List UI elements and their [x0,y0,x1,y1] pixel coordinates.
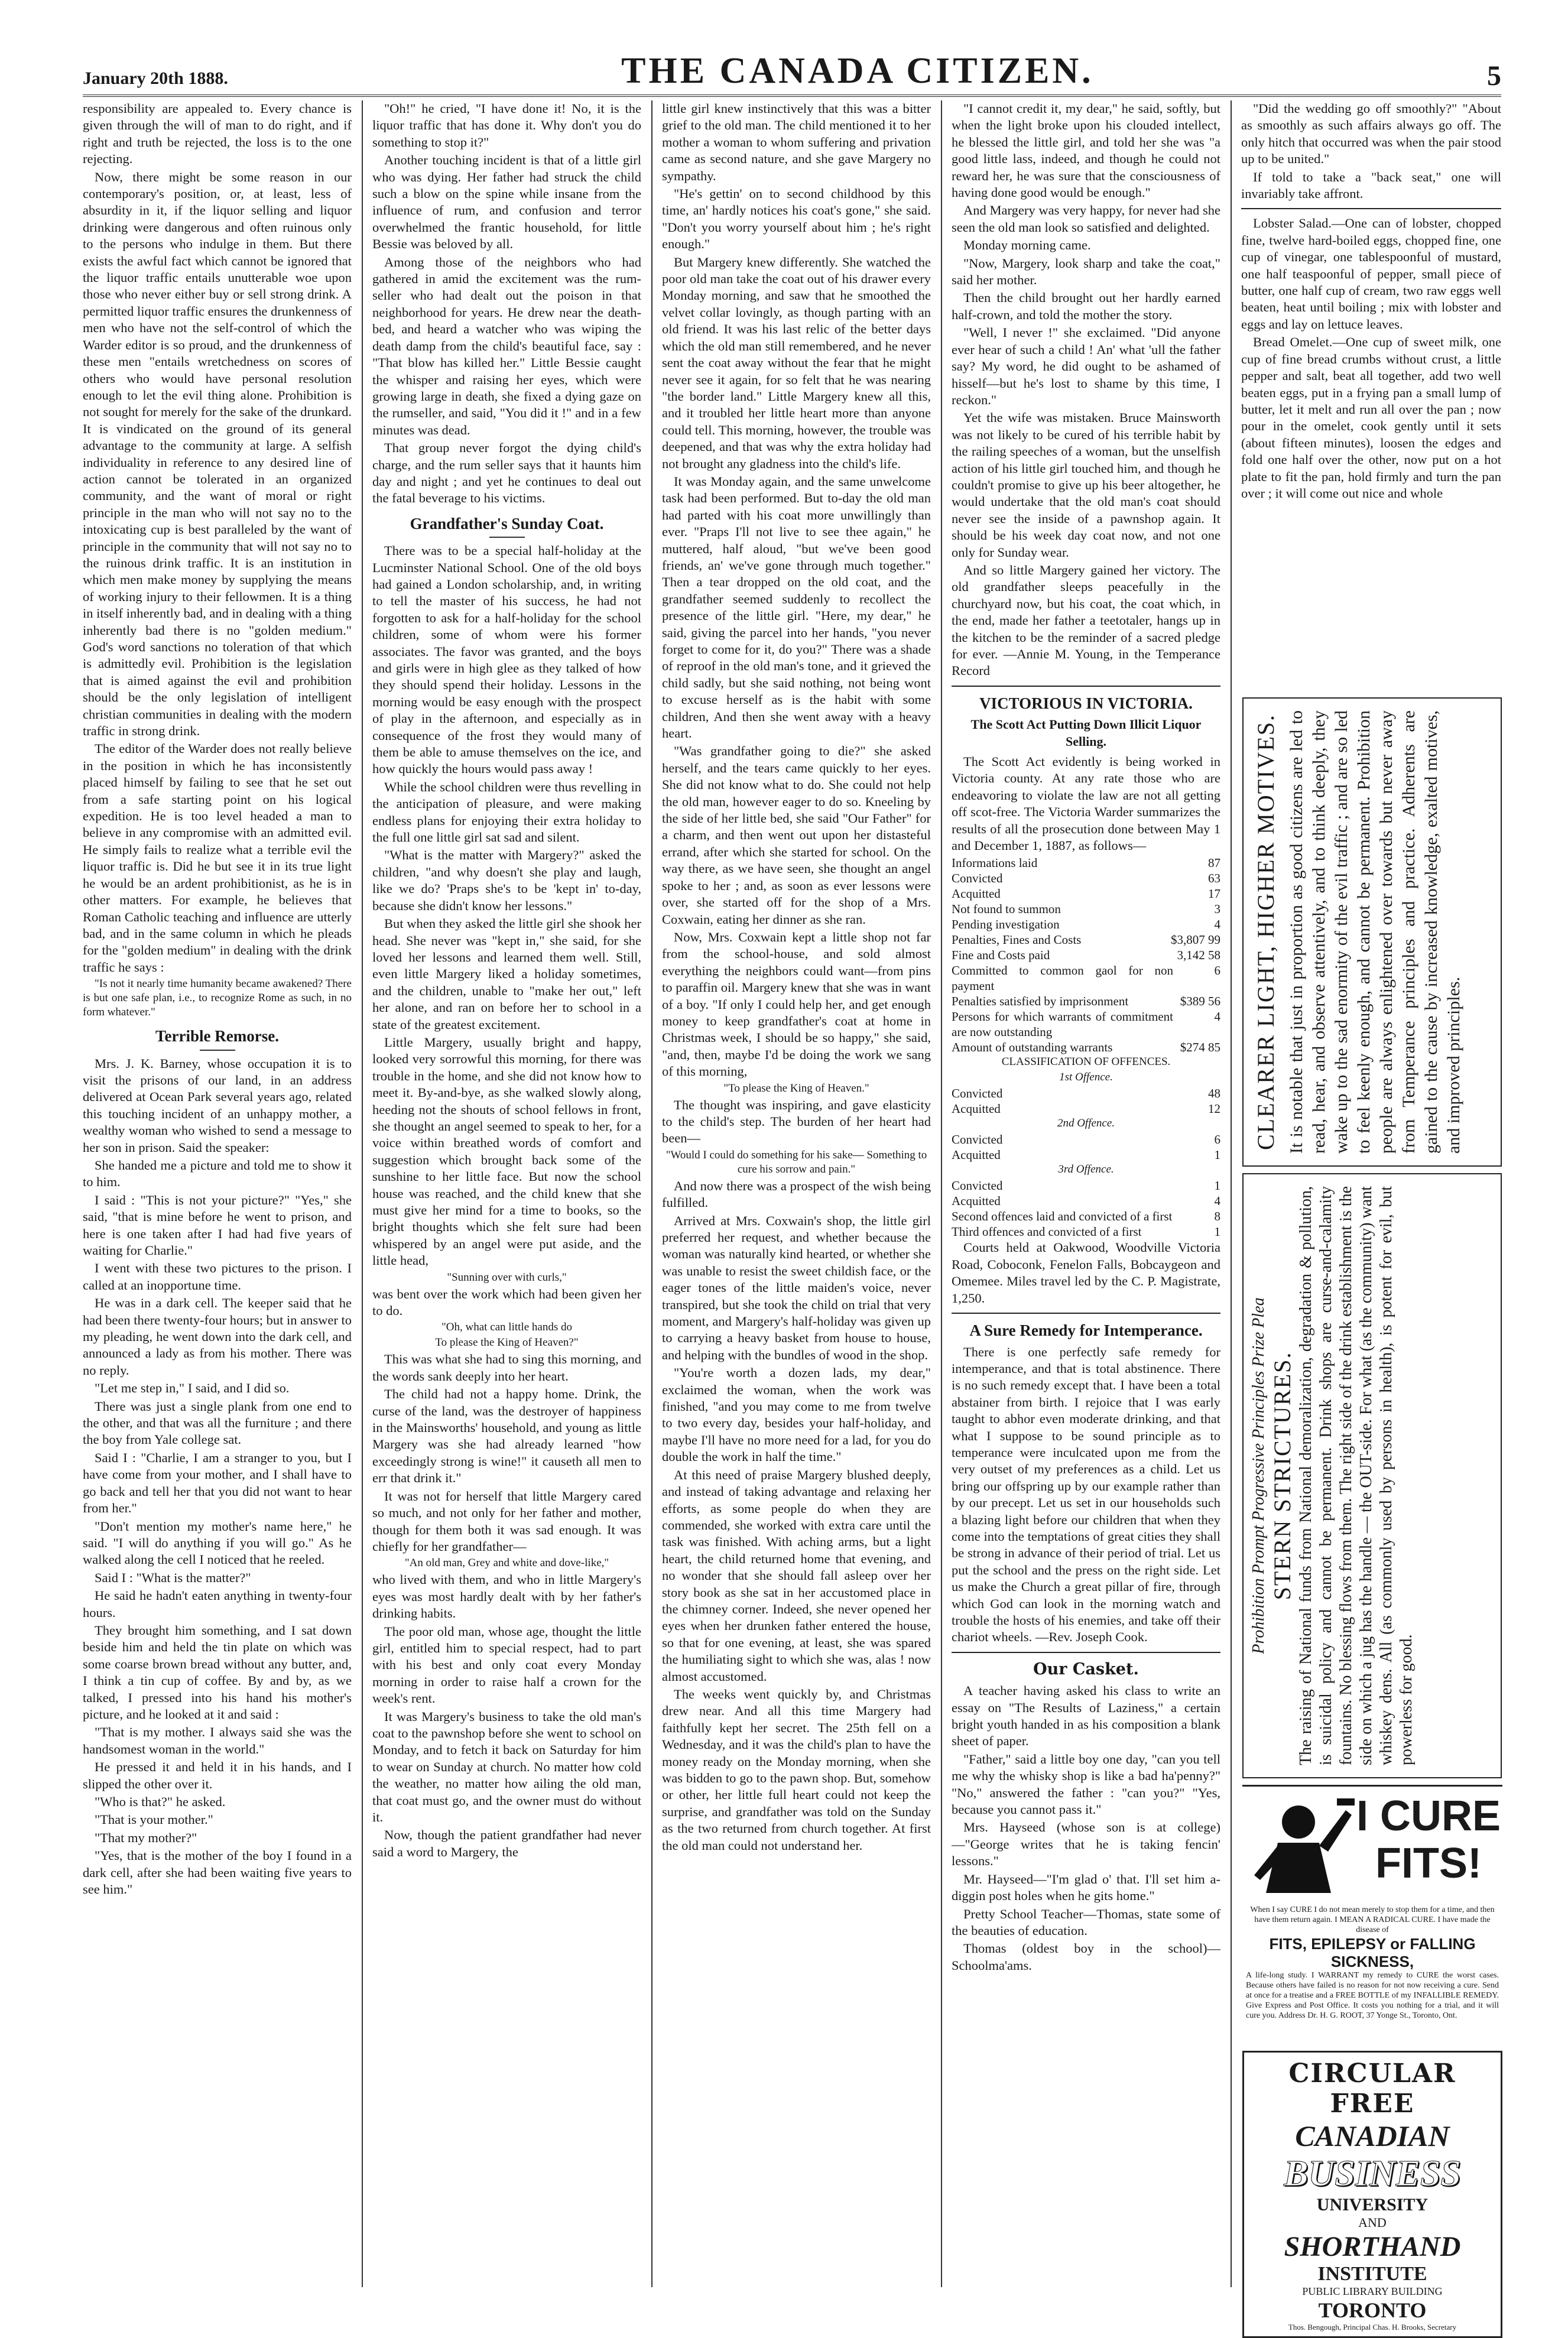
paragraph: Mrs. J. K. Barney, whose occupation it is to visit the prisons of our land, in an address delivered at Ocean Park several years ago, related this touching incident of an unhappy mother, a wealthy woman who wished to send a message to her son in prison. Said the speaker: [83,1056,352,1155]
block-quote: "Is not it nearly time humanity became awakened? There is but one safe plan, i.e., to recognize Rome as such, in no form whatever." [83,978,352,1019]
stat-label: Pending investigation [952,917,1060,932]
section-label: CLASSIFICATION OF OFFENCES. [1001,1056,1171,1069]
verse: "Would I could do something for his sake— Something to cure his sorrow and pain." [665,1148,927,1176]
stat-row [952,1009,1220,1040]
paragraph: "Don't mention my mother's name here," he said. "I will do anything if you will go." As he walked along the cell I noticed that he reeled. [83,1518,352,1567]
ad-text: When I say CURE I do not mean merely to stop them for a time, and then have them return again. I MEAN A RADICAL CURE. I have made the disease of [1250,1905,1495,1934]
paragraph: He was in a dark cell. The keeper said that he had been there twenty-four hours; but in answer to my pleading, he went down into the dark cell, and announced a lady as from his mother. There was no reply. [83,1295,352,1378]
stat-label: Acquitted [952,1102,1001,1116]
paragraph: A teacher having asked his class to write an essay on "The Results of Laziness," a certain bright youth handed in as his composition a blank sheet of paper. [952,1683,1220,1749]
stat-label: Fine and Costs paid [952,948,1050,963]
stat-label: Acquitted [952,1148,1001,1162]
ad-subheadline: FITS, EPILEPSY or FALLING SICKNESS, [1269,1935,1476,1970]
column-rule [1231,100,1232,2287]
paragraph: Mrs. Hayseed (whose son is at college)—"George writes that he is taking fencin' lessons." [952,1820,1220,1869]
stat-value: 6 [1214,963,1220,978]
paragraph: "You're worth a dozen lads, my dear," exclaimed the woman, when the work was finished, "and you may come to me from twelve to two every day, besides your half-holiday, and maybe I'll have no more need for a lad, for you do double the work in half the time." [662,1365,931,1465]
stat-label: Second offences laid and convicted of a first [952,1209,1173,1224]
paragraph: The child had not a happy home. Drink, the curse of the land, was the destroyer of happiness in the Mainsworths' household, and young as little Margery was she had already learned "how exceedingly strong is wine!" it causeth all men to err that drink it." [372,1386,641,1486]
paragraph: "Well, I never !" she exclaimed. "Did anyone ever hear of such a child ! An' what 'ull the father say? My word, he did ought to be ashamed of hisself—but he's lost to shame by this time, I reckon." [952,325,1220,407]
paragraph: Arrived at Mrs. Coxwain's shop, the little girl preferred her request, and whether because the woman was naturally kind hearted, or whether she was unable to resist the sweet childish face, or the eager tones of the little maiden's voice, never transpired, but she took the child on trial that very moment, and Margery's half-holiday was given up to carrying a heavy basket from house to house, and helping with the bundles of wood in the shop. [662,1213,931,1362]
verse: "An old man, Grey and white and dove-like," [404,1557,609,1570]
paragraph: little girl knew instinctively that this was a bitter grief to the old man. The child mentioned it to her mother a woman to whom suffering and privation came as second nature, and she gave Margery no sympathy. [662,101,931,183]
ad-footer: Thos. Bengough, Principal Chas. H. Brooks, Secretary [1288,2323,1457,2331]
paragraph: This was what she had to sing this morning, and the words sank deeply into her heart. [372,1352,641,1384]
paragraph: There is one perfectly safe remedy for intemperance, and that is total abstinence. There is no such remedy except that. I have been a total abstainer from birth. I rejoice that I was early taught to abhor even moderate drinking, and that what I suppose to be sound principle as to temperance were inculcated upon me from the very outset of my preferences as a child. Let us bring our offspring up by our example rather than by our precept. Let us set in our households such a blazing light before our children that when they come into the temptations of great cities they shall be strong in advance of their period of trial. Let us put the school and the press on the right side. Let us make the Church a great pillar of fire, through which God can look in the morning watch and trouble the hosts of his enemies, and take off their chariot wheels. —Rev. Joseph Cook. [952,1344,1220,1645]
paragraph: It was not for herself that little Margery cared so much, and not only for her father and mother, though for them both it was sad enough. It was chiefly for her grandfather— [372,1488,641,1554]
stat-value: 63 [1208,871,1220,886]
paragraph: Another touching incident is that of a little girl who was dying. Her father had struck the child such a blow on the spine while insane from the influence of rum, and confusion and terror overwhelmed the frantic household, for little Bessie was beloved by all. [372,152,641,252]
paragraph: If told to take a "back seat," one will invariably take affront. [1241,169,1501,202]
divider [489,537,525,538]
statistics-table [952,1178,1220,1239]
paragraph: I said : "This is not your picture?" "Yes," she said, "that is mine before he went to prison, and here is one taken after I had had five years of waiting for Charlie." [83,1192,352,1258]
stat-row [952,1086,1220,1101]
stat-label: Persons for which warrants of commitment are now outstanding [952,1009,1173,1040]
ad-and: AND [1358,2215,1387,2230]
paragraph: Yet the wife was mistaken. Bruce Mainsworth was not likely to be cured of his terrible habit by the railing speeches of a woman, but the unselfish action of his little girl touched him, and though he couldn't promise to give up his beer altogether, he would undertake that the old man's coat should never see the inside of a pawnshop again. It should be his week day coat now, and not one only for Sunday wear. [952,410,1220,560]
stat-value: 4 [1214,1009,1220,1024]
stat-row [952,1178,1220,1193]
stat-row [952,901,1220,917]
paragraph: And Margery was very happy, for never had she seen the old man look so satisfied and delighted. [952,203,1220,235]
stat-row [952,1101,1220,1116]
paragraph: "Did the wedding go off smoothly?" "About as smoothly as such affairs always go off. The only hitch that occurred was when the pair stood up to be united." [1241,101,1501,167]
stat-value: 3 [1214,902,1220,917]
paragraph: But Margery knew differently. She watched the poor old man take the coat out of his drawer every Monday morning, and saw that he smoothed the velvet collar lovingly, as though parting with an old friend. It was his last relic of the better days which the old man still remembered, and he never sent the coat away without the fear that he might never see it again, for so felt that he was nearing "the border land." Little Margery knew all this, and it troubled her little heart more than anyone could tell. This morning, however, the trouble was deepened, and that was why the extra holiday had not brought any gladness into the child's life. [662,254,931,471]
headline-terrible-remorse: Terrible Remorse. [155,1027,279,1045]
stat-label: Informations laid [952,856,1038,871]
stat-value: $3,807 99 [1171,933,1220,947]
verse: "To please the King of Heaven." [723,1082,869,1095]
divider [952,1313,1220,1314]
paragraph: At this need of praise Margery blushed deeply, and instead of taking advantage and relaxing her efforts, as some people do when they are commended, she worked with extra care until the task was finished. With aching arms, but a light heart, the child returned home that evening, and no wonder that she should fall asleep over her story book as she sat in her accustomed place in the chimney corner. Indeed, she never opened her eyes when her drunken father entered the house, so that for one evening, at least, she was spared the humiliating sight to which she was, alas ! now almost accustomed. [662,1467,931,1684]
stat-value: 17 [1208,887,1220,901]
paragraph: But when they asked the little girl she shook her head. She never was "kept in," she said, for she loved her lessons and learned them well. Still, even little Margery liked a holiday sometimes, and the children, unable to "make her out," left her alone, and ran on before her to school in a state of the greatest excitement. [372,916,641,1032]
advertisement-business-university [1242,2051,1502,2338]
ad-library: PUBLIC LIBRARY BUILDING [1302,2285,1443,2297]
ad-business: BUSINESS [1284,2154,1461,2194]
column-3 [662,100,931,2287]
stat-value: 1 [1214,1178,1220,1193]
divider [200,1050,235,1051]
recipe-bread-omelet: Bread Omelet.—One cup of sweet milk, one cup of fine bread crumbs without crust, a little pepper and salt, beat all together, add two well beaten eggs, put in a frying pan a small lump of butter, let it melt and run all over the pan ; now pour in the omelet, cook gently until it sets (about fifteen minutes), loosen the edges and fold one half over the other, now put on a hot plate to fit the pan, hold firmly and turn the pan over ; it will come out nice and whole [1241,335,1501,501]
paragraph: "Now, Margery, look sharp and take the coat," said her mother. [952,255,1220,288]
stat-label: Convicted [952,871,1003,886]
stat-value: 12 [1208,1102,1220,1116]
paragraph: who lived with them, and who in little Margery's eyes was most hardly dealt with by her father's drinking habits. [372,1572,641,1621]
paragraph: "What is the matter with Margery?" asked the children, "and why doesn't she play and laugh, like we do? 'Praps she's to be 'kept in' to-day, because she didn't know her lessons." [372,847,641,913]
stat-label: Penalties satisfied by imprisonment [952,994,1129,1009]
issue-date: January 20th 1888. [83,69,228,88]
stat-label: Acquitted [952,1194,1001,1209]
paragraph: "That my mother?" [95,1830,197,1845]
ad-university: UNIVERSITY [1316,2195,1429,2214]
stat-value: 4 [1214,917,1220,932]
headline-grandfathers-sunday-coat: Grandfather's Sunday Coat. [410,514,604,532]
paragraph: Said I : "What is the matter?" [95,1570,251,1585]
paragraph: The editor of the Warder does not really believe in the position in which he has inconsistently placed himself by failing to see that he set out from a safe starting point on his logical expedition. He is too level headed a man to believe in any compromise with an admitted evil. He simply fails to realize what a terrible evil the liquor traffic is. Did he but see it in its true light he would be an ardent prohibitionist, as he is in other matters. For example, he believes that Roman Catholic teaching and influence are utterly bad, and in the same column in which he pleads for the "golden medium" in dealing with the drink traffic he says : [83,741,352,975]
paragraph: There was just a single plank from one end to the other, and that was all the furniture ; and there the boy from Yale college sat. [83,1398,352,1447]
stat-value: $274 85 [1180,1040,1220,1055]
paragraph: And now there was a prospect of the wish being fulfilled. [662,1178,931,1210]
paragraph: The thought was inspiring, and gave elasticity to the child's step. The burden of her heart had been— [662,1097,931,1146]
paragraph: Now, Mrs. Coxwain kept a little shop not far from the school-house, and sold almost everything the neighbors could want—from pins to paraffin oil. Margery knew that she was in want of a boy. "If only I could help her, and get enough money to keep grandfather's coat at home in Christmas week, I should be so happy," she said, "and, then, maybe I'd be doing the work we sang of this morning, [662,929,931,1079]
paragraph: Thomas (oldest boy in the school)—Schoolma'ams. [952,1941,1220,1973]
stat-label: Convicted [952,1086,1003,1101]
stat-row [952,1224,1220,1239]
section-label: 1st Offence. [1059,1071,1113,1084]
paragraph: Courts held at Oakwood, Woodville Victoria Road, Coboconk, Fenelon Falls, Bobcaygeon and Omemee. Miles travel led by the C. P. Magistrate, 1,250. [952,1240,1220,1306]
ad-toronto: TORONTO [1318,2298,1427,2322]
headline-our-casket: Our Casket. [1033,1660,1139,1678]
ad-institute: INSTITUTE [1317,2263,1427,2285]
ad-headline: I CURE [1356,1793,1501,1840]
column-1 [83,100,352,2287]
verse: "Oh, what can little hands do [441,1321,572,1334]
paragraph: Now, there might be some reason in our contemporary's position, or, at least, less of absurdity in it, if the liquor selling and liquor drinking were dangerous and often ruinous only to the persons who indulge in them. But there exists the awful fact which cannot be ignored that the liquor traffic entails unutterable woe upon those who never either buy or sell strong drink. A permitted liquor traffic ensures the drunkenness of men who have not the self-control of which the Warder editor is so proud, and the drunkenness of these men "entails wretchedness on scores of others who would have personal resolution enough to let the evil thing alone. Prohibition is not sought for merely for the sake of the drunkard. It is vindicated on the ground of its general advantage to the community at large. A selfish individuality in reference to any desired line of action cannot be tolerated in an organized community, and the want of moral or right principle in the man who will not say no to the intoxicating cup is best paralleled by the want of principle in the community that will not say no to the ruinous drink traffic. It is an institution in which men make money by supplying the means of working injury to their fellowmen. It is a thing in itself inherently bad, and in dealing with a thing inherently bad there is no "golden medium." God's word sanctions no toleration of that which is admittedly evil. Prohibition is the legislation that is aimed against the evil and prohibition should be the only legislation of intelligent christian communities in dealing with the modern traffic in strong drink. [83,169,352,739]
box-body: The raising of National funds from National demoralization, degradation & pollution, is suicidal policy and cannot be permanent. Drink shops are curse-and-calamity fountains. No blessing flows from them. The right side of the drink establishment is the side on which a jug has the handle — the OUT-side. For what (as the community) want whiskey dens. All (as commonly used by persons in health), is potent for evil, but powerless for good. [1297,1186,1416,1765]
columns [83,100,1501,2331]
column-rule [941,100,942,2287]
stat-label: Convicted [952,1132,1003,1147]
paragraph: That group never forgot the dying child's charge, and the rum seller says that it haunts him day and night ; and yet he continues to deal out the fatal beverage to his victims. [372,440,641,506]
stat-row [952,886,1220,901]
stat-row [952,855,1220,871]
box-motto: Prohibition Prompt Progressive Principles Prize Plea [1249,1297,1268,1654]
section-label: 3rd Offence. [1058,1163,1114,1176]
column-rule [651,100,652,2287]
stat-row [952,917,1220,932]
paragraph: There was to be a special half-holiday at the Lucminster National School. One of the old boys had gained a London scholarship, and, in writing to tell the master of his success, he had not forgotten to ask for a half-holiday for the school children, some of whom were his former associates. The favor was granted, and the boys and girls were in high glee as they talked of how they should spend their holiday. Lessons in the morning would be easy enough with the prospect of play in the afternoon, and especially as in consequence of the frost they would many of them be able to amuse themselves on the ice, and how quickly the hours would pass away ! [372,543,641,777]
headline-sure-remedy: A Sure Remedy for Intemperance. [969,1321,1203,1340]
paragraph: The Scott Act evidently is being worked in Victoria county. At any rate those who are endeavoring to violate the law are not all getting off scot-free. The Victoria Warder summarizes the results of all the prosecution done between May 1 and December 1, 1887, as follows— [952,754,1220,853]
ad-text: A life-long study. I WARRANT my remedy to CURE the worst cases. Because others have failed is no reason for not now receiving a cure. Send at once for a treatise and a FREE BOTTLE of my INFALLIBLE REMEDY. Give Express and Post Office. It costs you nothing for a trial, and it will cure you. Address Dr. H. G. ROOT, 37 Yonge St., Toronto, Ont. [1246,1971,1499,2020]
stat-value: $389 56 [1180,994,1220,1009]
paragraph: "Yes, that is the mother of the boy I found in a dark cell, after she had been waiting five years to see him." [83,1848,352,1897]
paragraph: was bent over the work which had been given her to do. [372,1286,641,1319]
paragraph: "Who is that?" he asked. [95,1794,226,1809]
headline-victorious-in-victoria: VICTORIOUS IN VICTORIA. [979,694,1193,712]
stat-label: Third offences and convicted of a first [952,1225,1142,1239]
paragraph: Then the child brought out her hardly earned half-crown, and told the mother the story. [952,290,1220,322]
stat-value: 48 [1208,1086,1220,1101]
statistics-table [952,1086,1220,1116]
stat-row [952,1132,1220,1147]
newspaper-page [83,41,1501,2331]
paragraph: "Father," said a little boy one day, "can you tell me why the whisky shop is like a bad ha'penny?" "No," answered the father : "can you?" "Yes, because you cannot pass it." [952,1751,1220,1817]
stat-value: 4 [1214,1194,1220,1209]
verse: To please the King of Heaven?" [435,1336,579,1349]
stat-label: Convicted [952,1178,1003,1193]
divider [952,686,1220,687]
paragraph: It was Monday again, and the same unwelcome task had been performed. But to-day the old man had parted with his coat more unwillingly than ever. "Praps I'll not live to see thee again," he muttered, half aloud, "but we've been good friends, an' we've gone through much together." Then a tear dropped on the old coat, and the grandfather seemed suddenly to recollect the presence of the little girl. "Here, my dear," he said, giving the parcel into her hands, "you never forget to come for it, do you?" There was a shade of reproof in the old man's tone, and it grieved the child sadly, but she said nothing, not being wont to excuse herself as is the habit with some children, And then she went away with a heavy heart. [662,473,931,741]
recipe-lobster-salad: Lobster Salad.—One can of lobster, chopped fine, twelve hard-boiled eggs, chopped fine, one cup of vinegar, one tablespoonful of mustard, one half teaspoonful of pepper, small piece of butter, one half cup of cream, two raw eggs well beaten, heat until boiling ; mix with lobster and eggs and lay on lettuce leaves. [1241,216,1501,332]
paragraph: "That is my mother. I always said she was the handsomest woman in the world." [83,1725,352,1756]
paragraph: Mr. Hayseed—"I'm glad o' that. I'll set him a-diggin post holes when he gits home." [952,1871,1220,1904]
paragraph: He said he hadn't eaten anything in twenty-four hours. [83,1588,352,1620]
stat-row [952,1209,1220,1224]
stat-row [952,1193,1220,1209]
box-body: It is notable that just in proportion as good citizens are led to read, hear, and observe attentively, and to think deeply, they wake up to the sad enormity of the evil traffic ; and are so led to feel keenly enough, and cannot be permanent. Prohibition people are always enlightened over towards but never away from Temperance principles and practice. Adherents are gained to the cause by increased knowledge, exalted motives, and improved principles. [1287,710,1463,1154]
paragraph: "He's gettin' on to second childhood by this time, an' hardly notices his coat's gone," she said. "Don't you worry yourself about him ; he's right enough." [662,186,931,252]
paragraph: responsibility are appealed to. Every chance is given through the will of man to do right, and if right and truth be rejected, the loss is to the one rejecting. [83,101,352,167]
newspaper-title: THE CANADA CITIZEN. [621,51,1094,91]
advertisement-cure-fits [1242,1785,1502,2035]
stat-label: Amount of outstanding warrants [952,1040,1113,1055]
column-2 [372,100,641,2287]
column-4 [952,100,1220,2287]
paragraph: While the school children were thus revelling in the anticipation of pleasure, and were making endless plans for enjoying their extra holiday to the full one little girl sat sad and silent. [372,779,641,845]
figure-head-icon [1282,1806,1315,1839]
stat-value: 6 [1214,1132,1220,1147]
ad-shorthand: SHORTHAND [1284,2231,1461,2262]
column-rule [362,100,363,2287]
stat-value: 87 [1208,856,1220,871]
section-label: 2nd Offence. [1057,1117,1115,1130]
stat-row [952,1040,1220,1055]
statistics-table [952,1132,1220,1162]
paragraph: Monday morning came. [963,238,1091,253]
paragraph: I went with these two pictures to the prison. I called at an inopportune time. [83,1261,352,1293]
box-clearer-light [1242,697,1502,1167]
stat-row [952,932,1220,947]
paragraph: The weeks went quickly by, and Christmas drew near. And all this time Margery had faithfully kept her secret. The 25th fell on a Wednesday, and it was the child's plan to have the money ready on the Monday morning, when she was bidden to go to the pawn shop. But, somehow or other, her little full heart could not keep the surprise, and grandfather was told on the Sunday as the two returned from church together. At first the old man could not understand her. [662,1686,931,1853]
stat-row [952,963,1220,993]
paragraph: They brought him something, and I sat down beside him and held the tin plate on which was some coarse brown bread without any butter, and, I think a tin cup of coffee. By and by, as we talked, I pressed into his hand his mother's picture, and he looked at it and said : [83,1622,352,1722]
paragraph: Among those of the neighbors who had gathered in amid the excitement was the rum-seller who had dealt out the poison in that neighborhood for years. He drew near the death-bed, and heard a watcher who was wiping the death damp from the child's beautiful face, say : "That blow has killed her." Little Bessie caught the whisper and raising her eyes, which were growing large in death, she fixed a dying gaze on the rumseller, and said, "You did it !" and in a few minutes was dead. [372,254,641,437]
paragraph: "I cannot credit it, my dear," he said, softly, but when the light broke upon his clouded intellect, he blessed the little girl, and told her she was "a good little lass, indeed, and though he could not reward her, he was sure that the consciousness of having done good would be enough." [952,101,1220,200]
paragraph: And so little Margery gained her victory. The old grandfather sleeps peacefully in the churchyard now, but his coat, the coat which, in the end, made her father a teetotaler, hangs up in the kitchen to be the reminder of a sacred pledge for ever. —Annie M. Young, in the Temperance Record [952,562,1220,678]
paragraph: Now, though the patient grandfather had never said a word to Margery, the [372,1827,641,1859]
paragraph: "Was grandfather going to die?" she asked herself, and the tears came quickly to her eyes. She did not know what to do. She could not help the old man, however eager to do so. Kneeling by the side of her little bed, she said "Our Father" for a charm, and then went out upon her distasteful errand, after which she started for school. On the way there, as we have seen, she thought an angel spoke to her ; and, as soon as ever lessons were over, she started off for the shop of a Mrs. Coxwain, eating her dinner as she ran. [662,743,931,927]
stat-row [952,947,1220,963]
box-title: CLEARER LIGHT, HIGHER MOTIVES. [1252,713,1279,1151]
stat-label: Not found to summon [952,902,1061,917]
ad-circular-free: CIRCULAR FREE [1288,2058,1456,2119]
stat-value: 1 [1214,1225,1220,1239]
paragraph: Little Margery, usually bright and happy, looked very sorrowful this morning, for there was trouble in the home, and she did not know how to meet it. By-and-bye, as she walked slowly along, heeding not the shouts of school fellows in front, she thought an angel seemed to speak to her, for a voice within breathed words of comfort and suggestion which brought back some of the sunshine to her little face. But now the school house was reached, and the child knew that she must give her mind for a time to books, so the bright thoughts which she felt sure had been whispered by an angel were put aside, and the little head, [372,1034,641,1268]
paragraph: The poor old man, whose age, thought the little girl, entitled him to special respect, had to part with his best and only coat every Monday morning in order to raise half a crown for the week's rent. [372,1623,641,1706]
stat-row [952,993,1220,1009]
stat-label: Penalties, Fines and Costs [952,933,1082,947]
masthead [83,41,1501,97]
statistics-table [952,855,1220,1055]
divider [952,1652,1220,1653]
stat-row [952,871,1220,886]
paragraph: She handed me a picture and told me to show it to him. [83,1157,352,1190]
stat-row [952,1147,1220,1162]
stat-value: 1 [1214,1148,1220,1162]
subheadline: The Scott Act Putting Down Illicit Liquor Selling. [970,717,1202,749]
paragraph: Said I : "Charlie, I am a stranger to you, but I have come from your mother, and I shall have to go back and tell her that you did not want to hear from her." [83,1450,352,1516]
paragraph: He pressed it and held it in his hands, and I slipped the other over it. [83,1759,352,1791]
paragraph: "Let me step in," I said, and I did so. [95,1381,290,1396]
stat-label: Committed to common gaol for non payment [952,963,1173,993]
stat-value: 8 [1214,1209,1220,1224]
ad-canadian: CANADIAN [1295,2119,1450,2152]
box-stern-strictures [1242,1173,1502,1778]
paragraph: "Oh!" he cried, "I have done it! No, it is the liquor traffic that has done it. Why don't you do something to stop it?" [372,101,641,150]
paragraph: Pretty School Teacher—Thomas, state some of the beauties of education. [952,1906,1220,1938]
divider [1241,208,1501,209]
page-number: 5 [1486,60,1501,92]
box-title: STERN STRICTURES. [1269,1351,1296,1600]
paragraph: "That is your mother." [95,1812,213,1827]
stat-label: Acquitted [952,887,1001,901]
ad-headline: FITS! [1375,1840,1482,1887]
paragraph: It was Margery's business to take the old man's coat to the pawnshop before she went to school on Monday, and to fetch it back on Saturday for him to wear on Sunday at church. No matter how cold the weather, no matter how ailing the old man, that coat must go, and the owner must do without it. [372,1709,641,1824]
verse: "Sunning over with curls," [447,1271,567,1284]
stat-value: 3,142 58 [1177,948,1220,963]
